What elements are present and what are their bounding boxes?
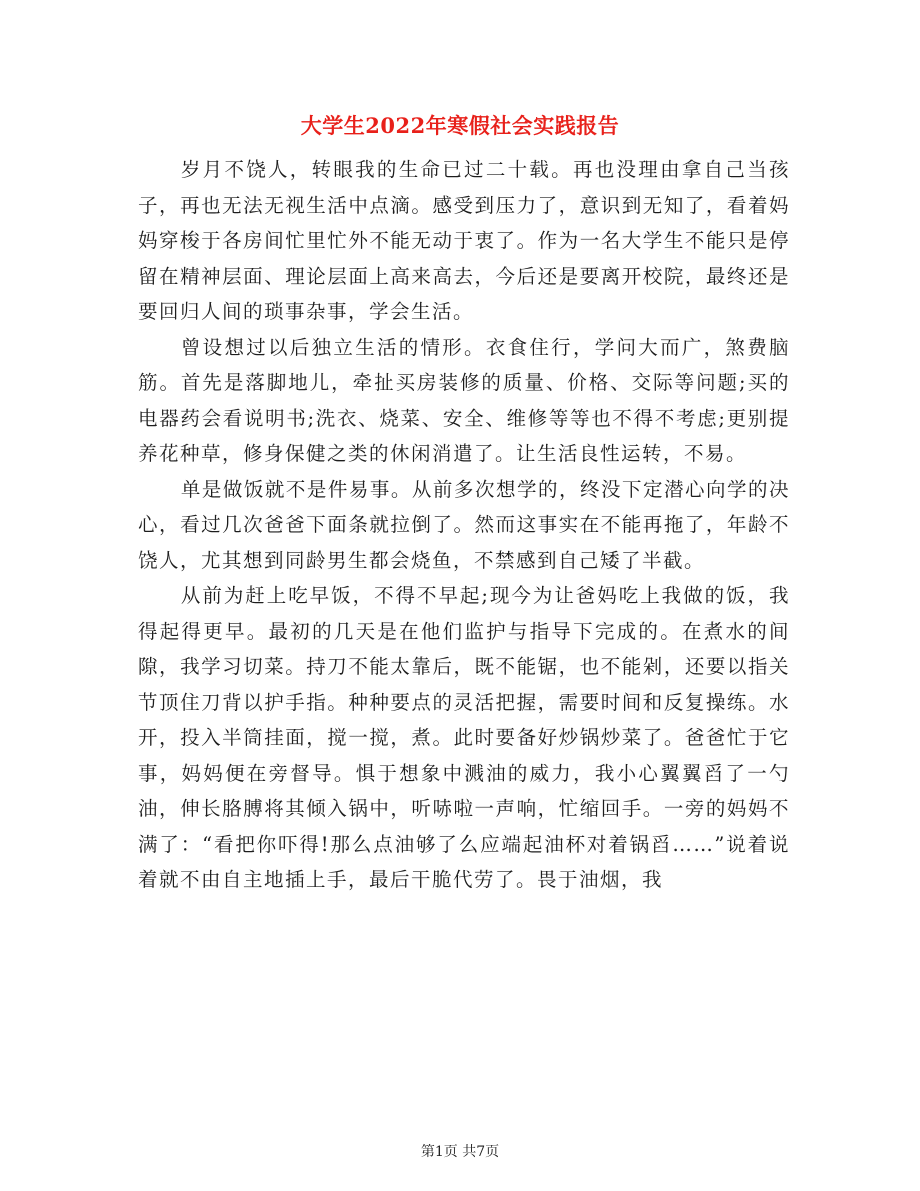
paragraph-4: 从前为赶上吃早饭，不得不早起;现今为让爸妈吃上我做的饭，我得起得更早。最初的几天是在他们监护与指导下完成的。在煮水的间隙，我学习切菜。持刀不能太靠后，既不能锯，也不能剁，还要以指关节顶住刀背以护手指。种种要点的灵活把握，需要时间和反复操练。水开，投入半筒挂面，搅一搅，煮。此时要备好炒锅炒菜了。爸爸忙于它事，妈妈便在旁督导。惧于想象中溅油的威力，我小心翼翼舀了一勺油，伸长胳膊将其倾入锅中，听哧啦一声响，忙缩回手。一旁的妈妈不满了：“看把你吓得!那么点油够了么应端起油杯对着锅舀……”说着说着就不由自主地插上手，最后干脆代劳了。畏于油烟，我 (138, 584, 790, 891)
document-body (138, 152, 790, 898)
paragraph-2: 曾设想过以后独立生活的情形。衣食住行，学问大而广，煞费脑筋。首先是落脚地儿，牵扯买房装修的质量、价格、交际等问题;买的电器药会看说明书;洗衣、烧菜、安全、维修等等也不得不考虑;更别提养花种草，修身保健之类的休闲消遣了。让生活良性运转，不易。 (138, 335, 790, 465)
paragraph-3: 单是做饭就不是件易事。从前多次想学的，终没下定潜心向学的决心，看过几次爸爸下面条就拉倒了。然而这事实在不能再拖了，年龄不饶人，尤其想到同龄男生都会烧鱼，不禁感到自己矮了半截。 (138, 477, 790, 572)
paragraph-1: 岁月不饶人，转眼我的生命已过二十载。再也没理由拿自己当孩子，再也无法无视生活中点滴。感受到压力了，意识到无知了，看着妈妈穿梭于各房间忙里忙外不能无动于衷了。作为一名大学生不能只是停留在精神层面、理论层面上高来高去，今后还是要离开校院，最终还是要回归人间的琐事杂事，学会生活。 (138, 158, 790, 323)
document-title: 大学生2022年寒假社会实践报告 (300, 113, 620, 138)
page-number-footer: 第1页 共7页 (420, 1144, 500, 1160)
